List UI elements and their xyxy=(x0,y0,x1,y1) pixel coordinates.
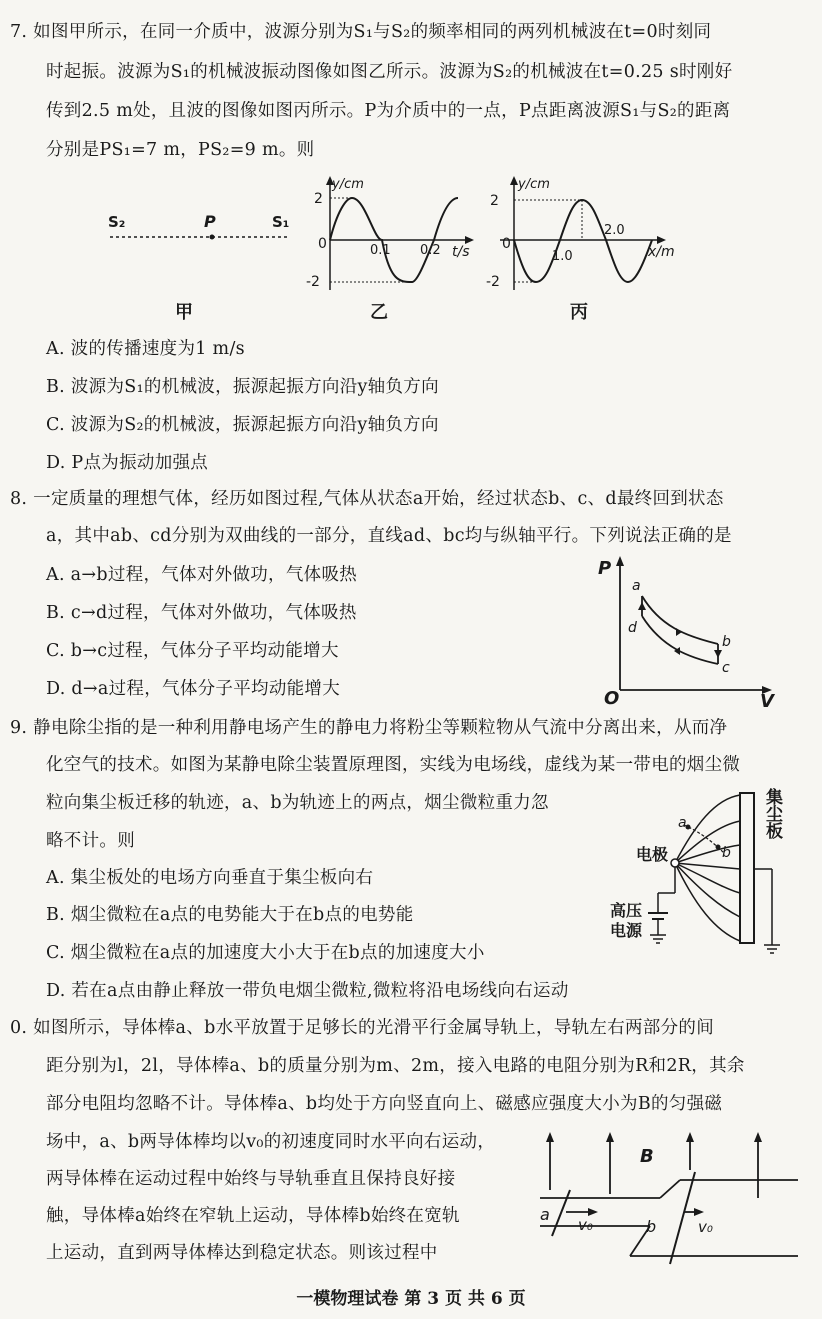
yi-yneg: -2 xyxy=(306,274,320,290)
yi-ypos: 2 xyxy=(314,191,323,207)
q8-option-a: A. a→b过程，气体对外做功，气体吸热 xyxy=(46,565,358,585)
fig-yi-caption: 乙 xyxy=(370,302,388,323)
q8-option-b: B. c→d过程，气体对外做功，气体吸热 xyxy=(46,603,357,623)
q10-line-1: 0. 如图所示，导体棒a、b水平放置于足够长的光滑平行金属导轨上，导轨左右两部分的间 xyxy=(10,1018,714,1038)
q9-option-b: B. 烟尘微粒在a点的电势能大于在b点的电势能 xyxy=(46,905,414,925)
q9-line-4: 略不计。则 xyxy=(46,831,135,851)
pv-a-label: a xyxy=(632,578,641,594)
fig-rails xyxy=(530,1128,815,1278)
pv-b-label: b xyxy=(722,634,731,650)
q7-option-a: A. 波的传播速度为1 m/s xyxy=(46,339,245,359)
q7-line-3: 传到2.5 m处，且波的图像如图丙所示。P为介质中的一点，P点距离波源S₁与S₂的距离 xyxy=(46,101,731,121)
q9-line-2: 化空气的技术。如图为某静电除尘装置原理图，实线为电场线，虚线为某一带电的烟尘微 xyxy=(46,755,741,775)
q8-line-2: a，其中ab、cd分别为双曲线的一部分，直线ad、bc均与纵轴平行。下列说法正确的是 xyxy=(46,526,732,546)
fig-jia xyxy=(100,200,300,260)
precip-hv-label-2: 电源 xyxy=(610,921,643,940)
precip-electrode-label: 电极 xyxy=(636,845,669,864)
bing-yneg: -2 xyxy=(486,274,500,290)
fig-bing xyxy=(480,172,680,302)
yi-xlabel: t/s xyxy=(452,244,470,260)
q10-line-7: 上运动，直到两导体棒达到稳定状态。则该过程中 xyxy=(46,1243,438,1263)
rails-b-field: B xyxy=(640,1146,654,1167)
q9-line-3: 粒向集尘板迁移的轨迹，a、b为轨迹上的两点，烟尘微粒重力忽 xyxy=(46,793,549,813)
q9-option-d: D. 若在a点由静止释放一带负电烟尘微粒,微粒将沿电场线向右运动 xyxy=(46,981,569,1001)
jia-s1-label: S₁ xyxy=(272,213,290,231)
jia-s2-label: S₂ xyxy=(108,213,126,231)
bing-ylabel: y/cm xyxy=(518,177,550,192)
rails-v0-b: v₀ xyxy=(698,1218,713,1236)
q7-line-4: 分别是PS₁=7 m，PS₂=9 m。则 xyxy=(46,140,315,160)
fig-bing-caption: 丙 xyxy=(570,302,588,323)
precip-b-label: b xyxy=(722,845,731,861)
q9-option-a: A. 集尘板处的电场方向垂直于集尘板向右 xyxy=(46,868,374,888)
yi-x1: 0.1 xyxy=(370,243,391,258)
q10-line-5: 两导体棒在运动过程中始终与导轨垂直且保持良好接 xyxy=(46,1169,456,1189)
precip-a-label: a xyxy=(678,815,687,831)
q7-option-c: C. 波源为S₂的机械波，振源起振方向沿y轴负方向 xyxy=(46,415,439,435)
bing-x2: 2.0 xyxy=(604,223,625,238)
rails-b-label: b xyxy=(646,1217,657,1236)
pv-p-axis: P xyxy=(598,558,612,579)
page-footer: 一模物理试卷 第 3 页 共 6 页 xyxy=(296,1289,526,1309)
q7-line-2: 时起振。波源为S₁的机械波振动图像如图乙所示。波源为S₂的机械波在t=0.25 s时刚好 xyxy=(46,62,733,82)
yi-ylabel: y/cm xyxy=(332,177,364,192)
precip-hv-label-1: 高压 xyxy=(610,901,643,920)
q10-line-3: 部分电阻均忽略不计。导体棒a、b均处于方向竖直向上、磁感应强度大小为B的匀强磁 xyxy=(46,1094,723,1114)
yi-origin: 0 xyxy=(318,236,327,252)
pv-c-label: c xyxy=(722,660,730,676)
fig-jia-caption: 甲 xyxy=(175,302,193,323)
pv-origin: O xyxy=(604,688,620,707)
q8-line-1: 8. 一定质量的理想气体，经历如图过程,气体从状态a开始，经过状态b、c、d最终回到状态 xyxy=(10,489,724,509)
pv-v-axis: V xyxy=(760,691,774,707)
q10-line-6: 触，导体棒a始终在窄轨上运动，导体棒b始终在宽轨 xyxy=(46,1206,460,1226)
yi-x2: 0.2 xyxy=(420,243,441,258)
bing-x1: 1.0 xyxy=(552,249,573,264)
precip-plate-label: 集尘板 xyxy=(762,788,782,839)
rails-a-label: a xyxy=(540,1205,550,1224)
q9-line-1: 9. 静电除尘指的是一种利用静电场产生的静电力将粉尘等颗粒物从气流中分离出来，从而净 xyxy=(10,718,728,738)
jia-p-label: P xyxy=(204,212,216,231)
q7-option-b: B. 波源为S₁的机械波，振源起振方向沿y轴负方向 xyxy=(46,377,439,397)
pv-d-label: d xyxy=(628,620,637,636)
bing-origin: 0 xyxy=(502,236,511,252)
fig-pv xyxy=(590,552,780,707)
q10-line-2: 距分别为l，2l，导体棒a、b的质量分别为m、2m，接入电路的电阻分别为R和2R，其余 xyxy=(46,1056,745,1076)
q9-option-c: C. 烟尘微粒在a点的加速度大小大于在b点的加速度大小 xyxy=(46,943,485,963)
bing-xlabel: x/m xyxy=(648,244,675,260)
rails-v0-a: v₀ xyxy=(578,1216,593,1234)
q10-line-4: 场中，a、b两导体棒均以v₀的初速度同时水平向右运动， xyxy=(46,1132,496,1152)
q8-option-c: C. b→c过程，气体分子平均动能增大 xyxy=(46,641,339,661)
q7-line-1: 7. 如图甲所示，在同一介质中，波源分别为S₁与S₂的频率相同的两列机械波在t=0时刻同 xyxy=(10,22,712,42)
fig-yi xyxy=(300,172,490,302)
q8-option-d: D. d→a过程，气体分子平均动能增大 xyxy=(46,679,341,699)
q7-option-d: D. P点为振动加强点 xyxy=(46,453,209,473)
bing-ypos: 2 xyxy=(490,193,499,209)
